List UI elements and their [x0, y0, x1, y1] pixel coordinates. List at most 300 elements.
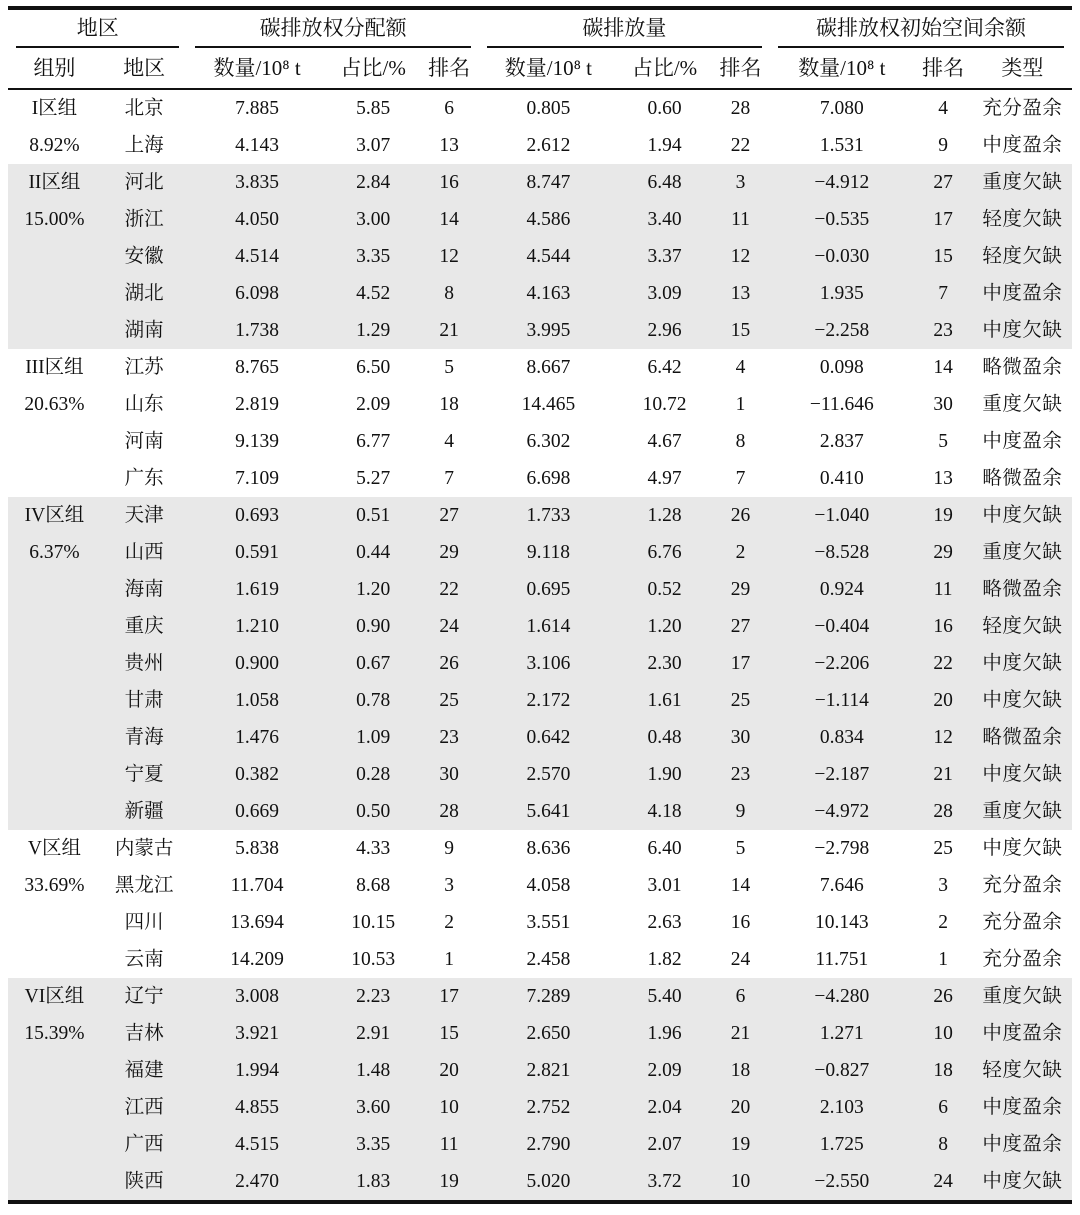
type-cell: 中度欠缺	[982, 838, 1063, 859]
value-cell: 1.20	[618, 608, 711, 645]
value-cell: 1.935	[770, 275, 914, 312]
group-cell	[8, 349, 101, 497]
value-cell: 4.18	[618, 793, 711, 830]
value-cell: 1.82	[647, 949, 682, 970]
header-allocation-group	[187, 8, 478, 48]
value-cell: 4.514	[187, 238, 326, 275]
value-cell: 22	[914, 645, 973, 682]
type-cell: 轻度欠缺	[973, 201, 1072, 238]
value-cell: 9.118	[479, 534, 618, 571]
value-cell: 5.020	[479, 1163, 618, 1202]
region-cell: 新疆	[101, 793, 188, 830]
value-cell: 0.834	[770, 719, 914, 756]
value-cell: 0.78	[327, 682, 420, 719]
value-cell: 3	[938, 875, 949, 896]
value-cell: 28	[730, 98, 751, 119]
value-cell: 2	[444, 912, 455, 933]
value-cell: 17	[914, 201, 973, 238]
group-name: VI区组	[24, 986, 85, 1007]
type-cell: 充分盈余	[982, 98, 1063, 119]
value-cell: 2.570	[479, 756, 618, 793]
type-cell: 略微盈余	[973, 571, 1072, 608]
value-cell: 4.67	[647, 431, 682, 452]
header-alloc-qty: 数量/10⁸ t	[187, 48, 326, 89]
value-cell: −4.912	[770, 164, 914, 201]
value-cell: 3.09	[618, 275, 711, 312]
type-cell: 中度欠缺	[973, 1163, 1072, 1202]
value-cell: 5.40	[618, 978, 711, 1015]
value-cell: 0.382	[187, 756, 326, 793]
region-cell: 海南	[101, 571, 188, 608]
value-cell: 1.20	[327, 571, 420, 608]
value-cell: 0.410	[819, 468, 864, 489]
value-cell: 2.458	[526, 949, 571, 970]
value-cell: 1.09	[327, 719, 420, 756]
value-cell: 6	[444, 98, 455, 119]
region-cell: 河北	[101, 164, 188, 201]
value-cell: 4.515	[187, 1126, 326, 1163]
value-cell: 10.15	[351, 912, 396, 933]
value-cell: 6	[914, 1089, 973, 1126]
table-row	[8, 1163, 1072, 1202]
value-cell: 30	[933, 394, 953, 415]
value-cell: 6.098	[187, 275, 326, 312]
value-cell: 2.84	[327, 164, 420, 201]
type-cell: 中度盈余	[973, 1015, 1072, 1052]
table-row	[8, 534, 1072, 571]
value-cell: 2.96	[618, 312, 711, 349]
value-cell: 30	[420, 756, 479, 793]
value-cell: 21	[420, 312, 479, 349]
table-row	[8, 793, 1072, 830]
header-balance-group-label: 碳排放权初始空间余额	[778, 11, 1064, 48]
value-cell: 4.544	[479, 238, 618, 275]
table-row	[8, 312, 1072, 349]
type-cell: 略微盈余	[973, 719, 1072, 756]
value-cell: 29	[711, 571, 770, 608]
value-cell: 4.97	[647, 468, 682, 489]
type-cell: 中度盈余	[982, 135, 1063, 156]
value-cell: 0.924	[770, 571, 914, 608]
value-cell: 26	[420, 645, 479, 682]
value-cell: 9	[444, 838, 455, 859]
region-cell: 广东	[124, 468, 164, 489]
value-cell: 23	[914, 312, 973, 349]
value-cell: 4	[938, 98, 949, 119]
value-cell: 12	[711, 238, 770, 275]
value-cell: 6.40	[647, 838, 682, 859]
value-cell: −2.550	[770, 1163, 914, 1202]
value-cell: 5.27	[356, 468, 391, 489]
value-cell: −2.798	[814, 838, 870, 859]
group-share: 15.39%	[24, 1023, 85, 1044]
group-name: V区组	[27, 838, 81, 859]
value-cell: 2.172	[479, 682, 618, 719]
value-cell: 5	[735, 838, 746, 859]
table-row	[8, 349, 1072, 386]
value-cell: 23	[420, 719, 479, 756]
value-cell: 7.646	[819, 875, 864, 896]
region-cell: 浙江	[101, 201, 188, 238]
value-cell: 1.476	[187, 719, 326, 756]
value-cell: 1.619	[187, 571, 326, 608]
value-cell: 9	[938, 135, 949, 156]
value-cell: 15	[914, 238, 973, 275]
group-name: I区组	[31, 98, 78, 119]
type-cell: 重度欠缺	[973, 534, 1072, 571]
type-cell: 充分盈余	[982, 875, 1063, 896]
value-cell: 2.30	[618, 645, 711, 682]
value-cell: 3.35	[327, 238, 420, 275]
region-cell: 江苏	[124, 357, 164, 378]
value-cell: 2.04	[618, 1089, 711, 1126]
value-cell: 2	[711, 534, 770, 571]
value-cell: 1.271	[770, 1015, 914, 1052]
value-cell: −8.528	[770, 534, 914, 571]
type-cell: 中度欠缺	[973, 312, 1072, 349]
value-cell: 20	[914, 682, 973, 719]
value-cell: 18	[711, 1052, 770, 1089]
value-cell: 4.050	[187, 201, 326, 238]
value-cell: 11	[914, 571, 973, 608]
value-cell: 8.747	[479, 164, 618, 201]
value-cell: 13	[439, 135, 459, 156]
region-cell: 重庆	[101, 608, 188, 645]
value-cell: 1.28	[618, 497, 711, 534]
value-cell: 19	[711, 1126, 770, 1163]
value-cell: 29	[914, 534, 973, 571]
value-cell: 4.52	[327, 275, 420, 312]
group-share: 20.63%	[24, 394, 85, 415]
type-cell: 轻度欠缺	[973, 238, 1072, 275]
value-cell: −4.972	[770, 793, 914, 830]
value-cell: 26	[711, 497, 770, 534]
header-alloc-share: 占比/%	[327, 48, 420, 89]
value-cell: 0.60	[647, 98, 682, 119]
value-cell: 2	[938, 912, 949, 933]
value-cell: 0.098	[819, 357, 864, 378]
header-region-group	[8, 8, 187, 48]
value-cell: −11.646	[809, 394, 874, 415]
value-cell: 2.612	[526, 135, 571, 156]
header-emis-share: 占比/%	[618, 48, 711, 89]
value-cell: 10	[711, 1163, 770, 1202]
value-cell: 28	[420, 793, 479, 830]
type-cell: 重度欠缺	[982, 394, 1063, 415]
table-row	[8, 275, 1072, 312]
group-name: IV区组	[24, 505, 85, 526]
group-share: 33.69%	[24, 875, 85, 896]
value-cell: 1.83	[327, 1163, 420, 1202]
table-row	[8, 830, 1072, 867]
value-cell: −1.114	[770, 682, 914, 719]
type-cell: 中度欠缺	[973, 497, 1072, 534]
value-cell: 2.790	[479, 1126, 618, 1163]
value-cell: 4	[444, 431, 455, 452]
value-cell: 22	[730, 135, 751, 156]
value-cell: 16	[730, 912, 751, 933]
value-cell: 3.01	[647, 875, 682, 896]
value-cell: 4.33	[356, 838, 391, 859]
table-row	[8, 1015, 1072, 1052]
value-cell: 1.614	[479, 608, 618, 645]
value-cell: 10.143	[815, 912, 869, 933]
value-cell: 0.52	[618, 571, 711, 608]
value-cell: −2.187	[770, 756, 914, 793]
value-cell: 1.738	[187, 312, 326, 349]
value-cell: 8	[914, 1126, 973, 1163]
value-cell: 17	[711, 645, 770, 682]
region-cell: 黑龙江	[114, 875, 174, 896]
value-cell: 14.209	[230, 949, 284, 970]
value-cell: −1.040	[770, 497, 914, 534]
value-cell: 4.586	[479, 201, 618, 238]
value-cell: 3.835	[187, 164, 326, 201]
value-cell: 2.09	[356, 394, 391, 415]
value-cell: 3	[444, 875, 455, 896]
value-cell: 0.900	[187, 645, 326, 682]
value-cell: 2.23	[327, 978, 420, 1015]
value-cell: 3.40	[618, 201, 711, 238]
value-cell: 6.698	[526, 468, 571, 489]
table-row	[8, 460, 1072, 497]
value-cell: 20	[420, 1052, 479, 1089]
table-row	[8, 571, 1072, 608]
value-cell: 8	[420, 275, 479, 312]
type-cell: 重度欠缺	[973, 164, 1072, 201]
type-cell: 重度欠缺	[973, 978, 1072, 1015]
region-cell: 山西	[101, 534, 188, 571]
value-cell: 3.35	[327, 1126, 420, 1163]
value-cell: 25	[420, 682, 479, 719]
value-cell: 5	[938, 431, 949, 452]
header-type: 类型	[973, 48, 1072, 89]
value-cell: 24	[730, 949, 751, 970]
table-row	[8, 1052, 1072, 1089]
type-cell: 重度欠缺	[973, 793, 1072, 830]
value-cell: 3.008	[187, 978, 326, 1015]
header-bal-qty: 数量/10⁸ t	[770, 48, 914, 89]
value-cell: 1.90	[618, 756, 711, 793]
group-cell	[8, 978, 101, 1202]
value-cell: 11.704	[230, 875, 284, 896]
value-cell: 6.77	[356, 431, 391, 452]
value-cell: 2.752	[479, 1089, 618, 1126]
header-bal-rank: 排名	[914, 48, 973, 89]
region-cell: 青海	[101, 719, 188, 756]
value-cell: 1	[444, 949, 455, 970]
value-cell: 1	[735, 394, 746, 415]
value-cell: 1.994	[187, 1052, 326, 1089]
value-cell: 0.50	[327, 793, 420, 830]
type-cell: 充分盈余	[982, 949, 1063, 970]
value-cell: 28	[914, 793, 973, 830]
value-cell: 5.85	[356, 98, 391, 119]
value-cell: 0.67	[327, 645, 420, 682]
group-name: III区组	[25, 357, 84, 378]
value-cell: 27	[914, 164, 973, 201]
header-region-group-label: 地区	[16, 11, 179, 48]
group-share: 8.92%	[29, 135, 80, 156]
table-row	[8, 941, 1072, 978]
header-region: 地区	[101, 48, 188, 89]
region-cell: 湖北	[101, 275, 188, 312]
table-row	[8, 238, 1072, 275]
header-emis-qty: 数量/10⁸ t	[479, 48, 618, 89]
value-cell: 24	[420, 608, 479, 645]
region-cell: 陕西	[101, 1163, 188, 1202]
value-cell: 24	[914, 1163, 973, 1202]
value-cell: 1.94	[647, 135, 682, 156]
type-cell: 中度欠缺	[973, 682, 1072, 719]
region-cell: 天津	[101, 497, 188, 534]
value-cell: 2.07	[618, 1126, 711, 1163]
carbon-allocation-table	[8, 6, 1072, 1204]
region-cell: 河南	[124, 431, 164, 452]
type-cell: 中度盈余	[973, 275, 1072, 312]
value-cell: −2.258	[770, 312, 914, 349]
table-row	[8, 201, 1072, 238]
value-cell: 16	[914, 608, 973, 645]
value-cell: 30	[711, 719, 770, 756]
value-cell: 2.103	[770, 1089, 914, 1126]
region-cell: 广西	[101, 1126, 188, 1163]
value-cell: 14.465	[521, 394, 576, 415]
table-row	[8, 719, 1072, 756]
value-cell: 4.058	[526, 875, 571, 896]
value-cell: 15	[711, 312, 770, 349]
value-cell: 13	[933, 468, 953, 489]
value-cell: 25	[933, 838, 953, 859]
table-row	[8, 164, 1072, 201]
value-cell: 7	[444, 468, 455, 489]
region-cell: 湖南	[101, 312, 188, 349]
region-cell: 北京	[124, 98, 164, 119]
type-cell: 略微盈余	[982, 468, 1063, 489]
table-row	[8, 608, 1072, 645]
value-cell: 1.61	[618, 682, 711, 719]
value-cell: 14	[730, 875, 751, 896]
value-cell: 7.080	[819, 98, 864, 119]
value-cell: 7	[914, 275, 973, 312]
value-cell: 21	[711, 1015, 770, 1052]
value-cell: 10.72	[642, 394, 687, 415]
value-cell: 4.855	[187, 1089, 326, 1126]
value-cell: 0.48	[618, 719, 711, 756]
value-cell: 23	[711, 756, 770, 793]
value-cell: 29	[420, 534, 479, 571]
value-cell: 22	[420, 571, 479, 608]
value-cell: 6.76	[618, 534, 711, 571]
header-alloc-rank: 排名	[420, 48, 479, 89]
value-cell: 2.09	[618, 1052, 711, 1089]
value-cell: 2.470	[187, 1163, 326, 1202]
value-cell: 18	[439, 394, 459, 415]
value-cell: 9.139	[235, 431, 280, 452]
value-cell: 8.68	[356, 875, 391, 896]
value-cell: 9	[711, 793, 770, 830]
value-cell: −0.535	[770, 201, 914, 238]
value-cell: 5.641	[479, 793, 618, 830]
table-row	[8, 1089, 1072, 1126]
value-cell: 11.751	[815, 949, 869, 970]
group-share: 6.37%	[29, 542, 80, 563]
type-cell: 中度欠缺	[973, 645, 1072, 682]
type-cell: 充分盈余	[982, 912, 1063, 933]
type-cell: 中度欠缺	[973, 756, 1072, 793]
value-cell: −0.404	[770, 608, 914, 645]
value-cell: 0.669	[187, 793, 326, 830]
region-cell: 辽宁	[101, 978, 188, 1015]
value-cell: 6.302	[526, 431, 571, 452]
table-row	[8, 682, 1072, 719]
type-cell: 中度盈余	[973, 1126, 1072, 1163]
value-cell: 8	[735, 431, 746, 452]
value-cell: 3	[711, 164, 770, 201]
table-row	[8, 423, 1072, 460]
value-cell: 1.733	[479, 497, 618, 534]
value-cell: 3.106	[479, 645, 618, 682]
value-cell: 7.885	[235, 98, 280, 119]
value-cell: 14	[420, 201, 479, 238]
value-cell: 3.995	[479, 312, 618, 349]
value-cell: −0.827	[770, 1052, 914, 1089]
type-cell: 轻度欠缺	[973, 608, 1072, 645]
value-cell: 1.531	[819, 135, 864, 156]
value-cell: 0.805	[526, 98, 571, 119]
value-cell: 8.636	[526, 838, 571, 859]
value-cell: 7.289	[479, 978, 618, 1015]
value-cell: 10	[420, 1089, 479, 1126]
value-cell: 15	[420, 1015, 479, 1052]
value-cell: 8.765	[235, 357, 280, 378]
type-cell: 轻度欠缺	[973, 1052, 1072, 1089]
value-cell: 19	[420, 1163, 479, 1202]
value-cell: −2.206	[770, 645, 914, 682]
region-cell: 甘肃	[101, 682, 188, 719]
value-cell: 0.642	[479, 719, 618, 756]
value-cell: 4.163	[479, 275, 618, 312]
value-cell: 0.695	[479, 571, 618, 608]
value-cell: 0.44	[327, 534, 420, 571]
region-cell: 云南	[124, 949, 164, 970]
value-cell: 3.72	[618, 1163, 711, 1202]
value-cell: 0.90	[327, 608, 420, 645]
value-cell: 2.837	[819, 431, 864, 452]
header-sub-row	[8, 48, 1072, 89]
value-cell: 5.838	[235, 838, 280, 859]
type-cell: 略微盈余	[982, 357, 1063, 378]
value-cell: 11	[420, 1126, 479, 1163]
type-cell: 中度盈余	[973, 1089, 1072, 1126]
group-name: II区组	[28, 172, 81, 193]
value-cell: 0.591	[187, 534, 326, 571]
value-cell: 2.63	[647, 912, 682, 933]
group-share: 15.00%	[24, 209, 85, 230]
region-cell: 四川	[124, 912, 164, 933]
value-cell: 19	[914, 497, 973, 534]
table-row	[8, 497, 1072, 534]
header-spanner-row	[8, 8, 1072, 48]
table-row	[8, 904, 1072, 941]
table-row	[8, 867, 1072, 904]
value-cell: 6	[711, 978, 770, 1015]
value-cell: 8.667	[526, 357, 571, 378]
header-allocation-group-label: 碳排放权分配额	[195, 11, 470, 48]
value-cell: 13.694	[230, 912, 284, 933]
value-cell: 18	[914, 1052, 973, 1089]
table-row	[8, 756, 1072, 793]
